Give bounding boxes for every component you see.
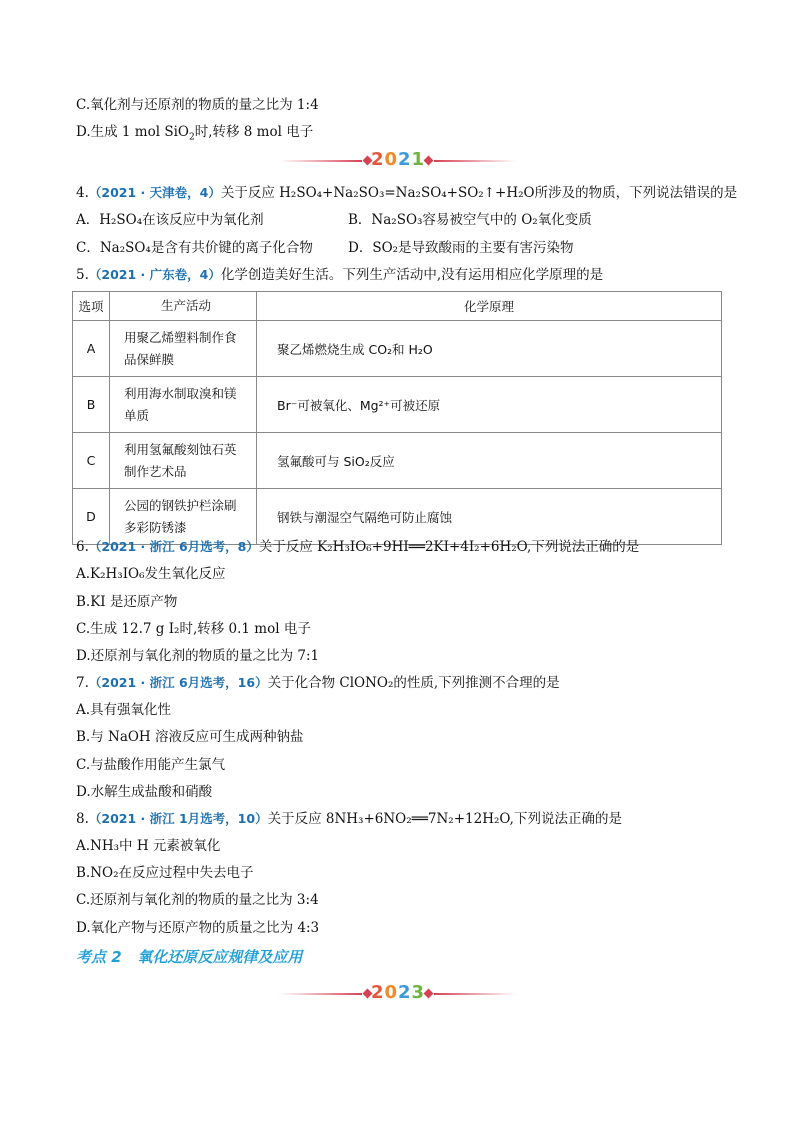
row-option: C	[73, 433, 110, 489]
q8-stem: 8.（2021 · 浙江 1月选考，10）关于反应 8NH₃+6NO₂══7N₂+12H₂O,下列说法正确的是	[76, 811, 622, 827]
q4-option-a: A．H₂SO₄在该反应中为氧化剂	[76, 212, 264, 228]
q6-source-tag: （2021 · 浙江 6月选考，8）	[88, 539, 259, 554]
row-principle: 聚乙烯燃烧生成 CO₂和 H₂O	[257, 321, 722, 377]
q7-source-tag: （2021 · 浙江 6月选考，16）	[88, 675, 268, 690]
row-activity: 公园的钢铁护栏涂刷多彩防锈漆	[110, 489, 257, 545]
q6-stem: 6.（2021 · 浙江 6月选考，8）关于反应 K₂H₃IO₆+9HI══2KI+4I₂+6H₂O,下列说法正确的是	[76, 539, 640, 555]
row-activity: 利用氢氟酸刻蚀石英制作艺术品	[110, 433, 257, 489]
q6-option-a: A.K₂H₃IO₆发生氧化反应	[76, 566, 226, 582]
year-label	[280, 149, 516, 170]
row-option: B	[73, 377, 110, 433]
q8-option-d: D.氧化产物与还原产物的质量之比为 4:3	[76, 920, 320, 936]
prev-option-c: C.氧化剂与还原剂的物质的量之比为 1:4	[76, 97, 319, 113]
year-digit: 0	[384, 982, 398, 1003]
row-principle: 氢氟酸可与 SiO₂反应	[257, 433, 722, 489]
q7-stem: 7.（2021 · 浙江 6月选考，16）关于化合物 ClONO₂的性质,下列推测不合理的是	[76, 675, 560, 691]
year-digit: 2	[370, 149, 385, 170]
header-principle: 化学原理	[257, 292, 722, 321]
row-activity: 用聚乙烯塑料制作食品保鲜膜	[110, 321, 257, 377]
q5-table	[72, 291, 722, 545]
q7-option-a: A.具有强氧化性	[76, 702, 172, 718]
q4-source-tag: （2021 · 天津卷，4）	[88, 185, 221, 200]
row-activity: 利用海水制取溴和镁单质	[110, 377, 257, 433]
row-principle: 钢铁与潮湿空气隔绝可防止腐蚀	[257, 489, 722, 545]
q4-option-b: B．Na₂SO₃容易被空气中的 O₂氧化变质	[348, 212, 592, 228]
q8-option-c: C.还原剂与氧化剂的物质的量之比为 3:4	[76, 892, 319, 908]
prev-option-d: D.生成 1 mol SiO$_2$时,转移 8 mol 电子	[76, 124, 314, 143]
q5-stem: 5.（2021 · 广东卷，4）化学创造美好生活。下列生产活动中,没有运用相应化学原理的是	[76, 267, 604, 283]
table-header-row	[73, 292, 722, 321]
row-option: A	[73, 321, 110, 377]
q4-stem: 4.（2021 · 天津卷，4）关于反应 H₂SO₄+Na₂SO₃=Na₂SO₄+SO₂↑+H₂O所涉及的物质，下列说法错误的是	[76, 185, 738, 201]
q4-option-c: C．Na₂SO₄是含有共价键的离子化合物	[76, 240, 313, 256]
q8-source-tag: （2021 · 浙江 1月选考，10）	[88, 811, 268, 826]
q8-option-b: B.NO₂在反应过程中失去电子	[76, 865, 254, 881]
table-row	[73, 321, 722, 377]
table-row	[73, 377, 722, 433]
q6-option-c: C.生成 12.7 g I₂时,转移 0.1 mol 电子	[76, 621, 311, 637]
table-row	[73, 489, 722, 545]
year-label	[280, 982, 516, 1003]
year-digit: 3	[411, 982, 426, 1003]
year-digit: 0	[384, 149, 398, 170]
q6-option-b: B.KI 是还原产物	[76, 594, 178, 610]
header-activity: 生产活动	[110, 292, 257, 321]
year-digit: 1	[411, 149, 426, 170]
q7-option-d: D.水解生成盐酸和硝酸	[76, 784, 213, 800]
q4-option-d: D．SO₂是导致酸雨的主要有害污染物	[348, 240, 574, 256]
row-option: D	[73, 489, 110, 545]
year-digit: 2	[398, 149, 412, 170]
row-principle: Br⁻可被氧化、Mg²⁺可被还原	[257, 377, 722, 433]
q6-option-d: D.还原剂与氧化剂的物质的量之比为 7:1	[76, 648, 320, 664]
year-divider-2021	[280, 150, 516, 172]
q7-option-c: C.与盐酸作用能产生氯气	[76, 757, 226, 773]
q8-option-a: A.NH₃中 H 元素被氧化	[76, 838, 221, 854]
year-divider-2023	[280, 983, 516, 1005]
year-digit: 2	[398, 982, 412, 1003]
header-option: 选项	[73, 292, 110, 321]
section-heading: 考点 2 氧化还原反应规律及应用	[76, 948, 303, 966]
q5-source-tag: （2021 · 广东卷，4）	[88, 267, 221, 282]
year-digit: 2	[370, 982, 385, 1003]
table-row	[73, 433, 722, 489]
q7-option-b: B.与 NaOH 溶液反应可生成两种钠盐	[76, 729, 304, 745]
